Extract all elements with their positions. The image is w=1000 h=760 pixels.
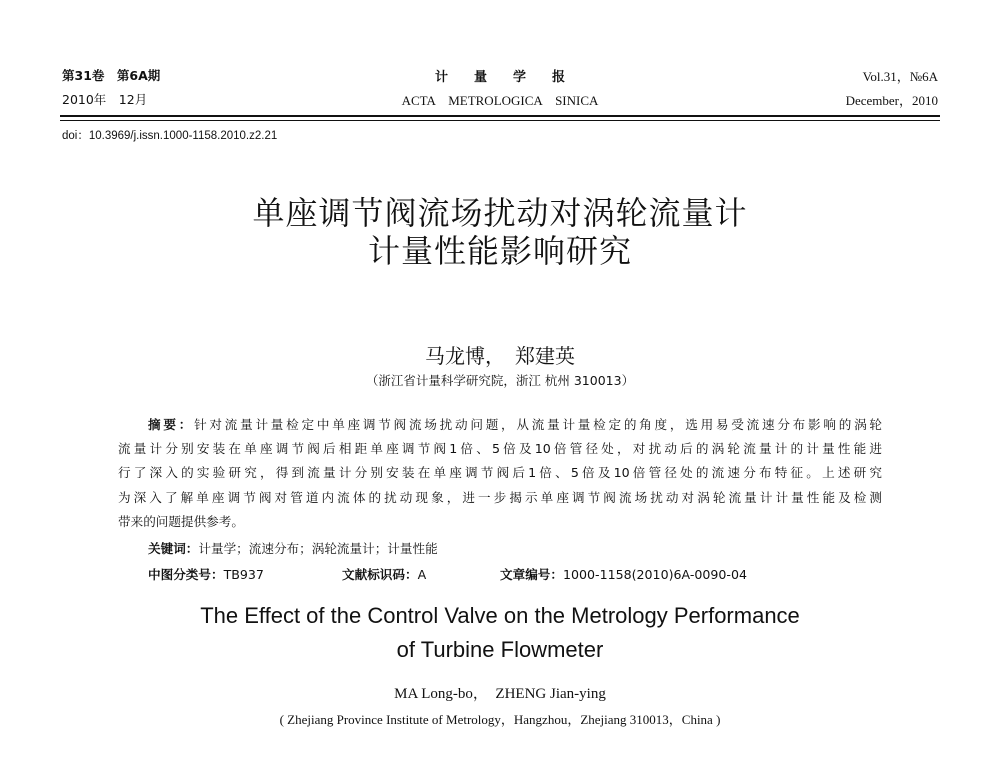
abstract-line: 带来的问题提供参考。 xyxy=(118,514,244,529)
journal-name-en: ACTA METROLOGICA SINICA xyxy=(401,93,599,108)
article-number: 文章编号：1000-1158(2010)6A-0090-04 xyxy=(500,567,748,582)
abstract-line: 摘要：针对流量计量检定中单座调节阀流场扰动问题，从流量计量检定的角度，选用易受流速分布影响的涡轮 xyxy=(148,417,882,432)
authors-zh: 马龙博， 郑建英 xyxy=(425,344,575,368)
header-rule-thin xyxy=(60,120,940,121)
abstract-line: 流量计分别安装在单座调节阀后相距单座调节阀1倍、5倍及10倍管径处，对扰动后的涡轮流量计的计量性能进 xyxy=(118,441,882,456)
keywords: 关键词：计量学；流速分布；涡轮流量计；计量性能 xyxy=(148,541,438,556)
title-zh-line2: 计量性能影响研究 xyxy=(367,232,632,270)
authors-en: MA Long-bo， ZHENG Jian-ying xyxy=(394,686,606,702)
doi: doi：10.3969/j.issn.1000-1158.2010.z2.21 xyxy=(62,130,278,142)
title-en-line2: of Turbine Flowmeter xyxy=(396,637,604,662)
volume-issue-en: Vol.31，№6A xyxy=(862,69,938,84)
header-rule xyxy=(60,115,940,117)
abstract-line: 为深入了解单座调节阀对管道内流体的扰动现象，进一步揭示单座调节阀流场扰动对涡轮流量计计量性能及检测 xyxy=(118,490,882,505)
volume-issue-zh: 第31卷 第6A期 xyxy=(62,68,161,83)
date-zh: 2010年 12月 xyxy=(62,92,148,107)
classification-number: 中图分类号：TB937 xyxy=(148,567,264,582)
abstract-line: 行了深入的实验研究，得到流量计分别安装在单座调节阀后1倍、5倍及10倍管径处的流速分布特征。上述研究 xyxy=(118,465,882,480)
journal-name-zh: 计 量 学 报 xyxy=(434,70,565,85)
title-zh-line1: 单座调节阀流场扰动对涡轮流量计 xyxy=(252,194,748,232)
document-code: 文献标识码：A xyxy=(342,567,427,582)
affiliation-en: ( Zhejiang Province Institute of Metrology，Hangzhou，Zhejiang 310013，China ) xyxy=(279,712,721,727)
affiliation-zh: （浙江省计量科学研究院，浙江 杭州 310013） xyxy=(365,373,635,388)
abstract-label: 摘要： xyxy=(148,417,195,432)
title-en-line1: The Effect of the Control Valve on the Metrology Performance xyxy=(200,603,800,628)
date-en: December，2010 xyxy=(845,93,938,108)
